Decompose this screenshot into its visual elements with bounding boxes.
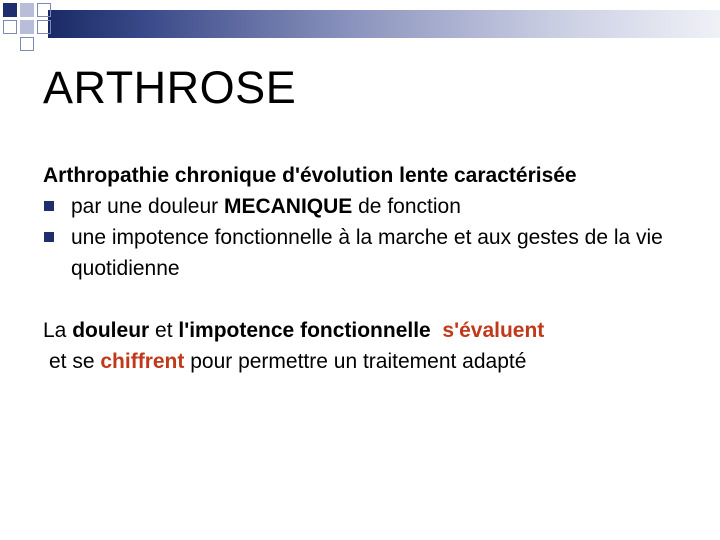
- bullet-text: une impotence fonctionnelle à la marche et aux gestes de la vie quotidienne: [71, 226, 663, 280]
- slide-body: [43, 160, 703, 377]
- conclusion-text: pour permettre un traitement adapté: [184, 350, 527, 373]
- header-decoration: [0, 0, 720, 50]
- decor-square: [37, 20, 51, 34]
- conclusion-spacing: [431, 319, 443, 342]
- conclusion-text: et: [149, 319, 179, 342]
- list-item: [43, 222, 703, 284]
- header-gradient-bar: [48, 10, 720, 38]
- bullet-text-post: de fonction: [352, 195, 461, 218]
- conclusion-accent-evaluent: s'évaluent: [442, 319, 545, 342]
- slide-title: ARTHROSE: [43, 62, 297, 113]
- conclusion-line2: [43, 350, 526, 373]
- conclusion-paragraph: [43, 315, 703, 377]
- decor-square: [20, 37, 34, 51]
- conclusion-text: La: [43, 319, 73, 342]
- list-item: [43, 191, 703, 222]
- decor-square: [37, 3, 51, 17]
- lead-sentence: Arthropathie chronique d'évolution lente caractérisée: [43, 164, 577, 187]
- decor-square: [20, 3, 34, 17]
- bullet-list: [43, 191, 703, 284]
- conclusion-bold-impotence: l'impotence fonctionnelle: [178, 319, 431, 342]
- square-bullet-icon: [44, 232, 54, 242]
- square-bullet-icon: [44, 201, 54, 211]
- bullet-text-bold: MECANIQUE: [223, 195, 353, 218]
- conclusion-text: et se: [49, 350, 101, 373]
- decor-square: [3, 3, 17, 17]
- bullet-text-pre: par une douleur: [71, 195, 224, 218]
- conclusion-bold-douleur: douleur: [72, 319, 150, 342]
- decor-square: [20, 20, 34, 34]
- decor-square: [3, 20, 17, 34]
- conclusion-accent-chiffrent: chiffrent: [100, 350, 185, 373]
